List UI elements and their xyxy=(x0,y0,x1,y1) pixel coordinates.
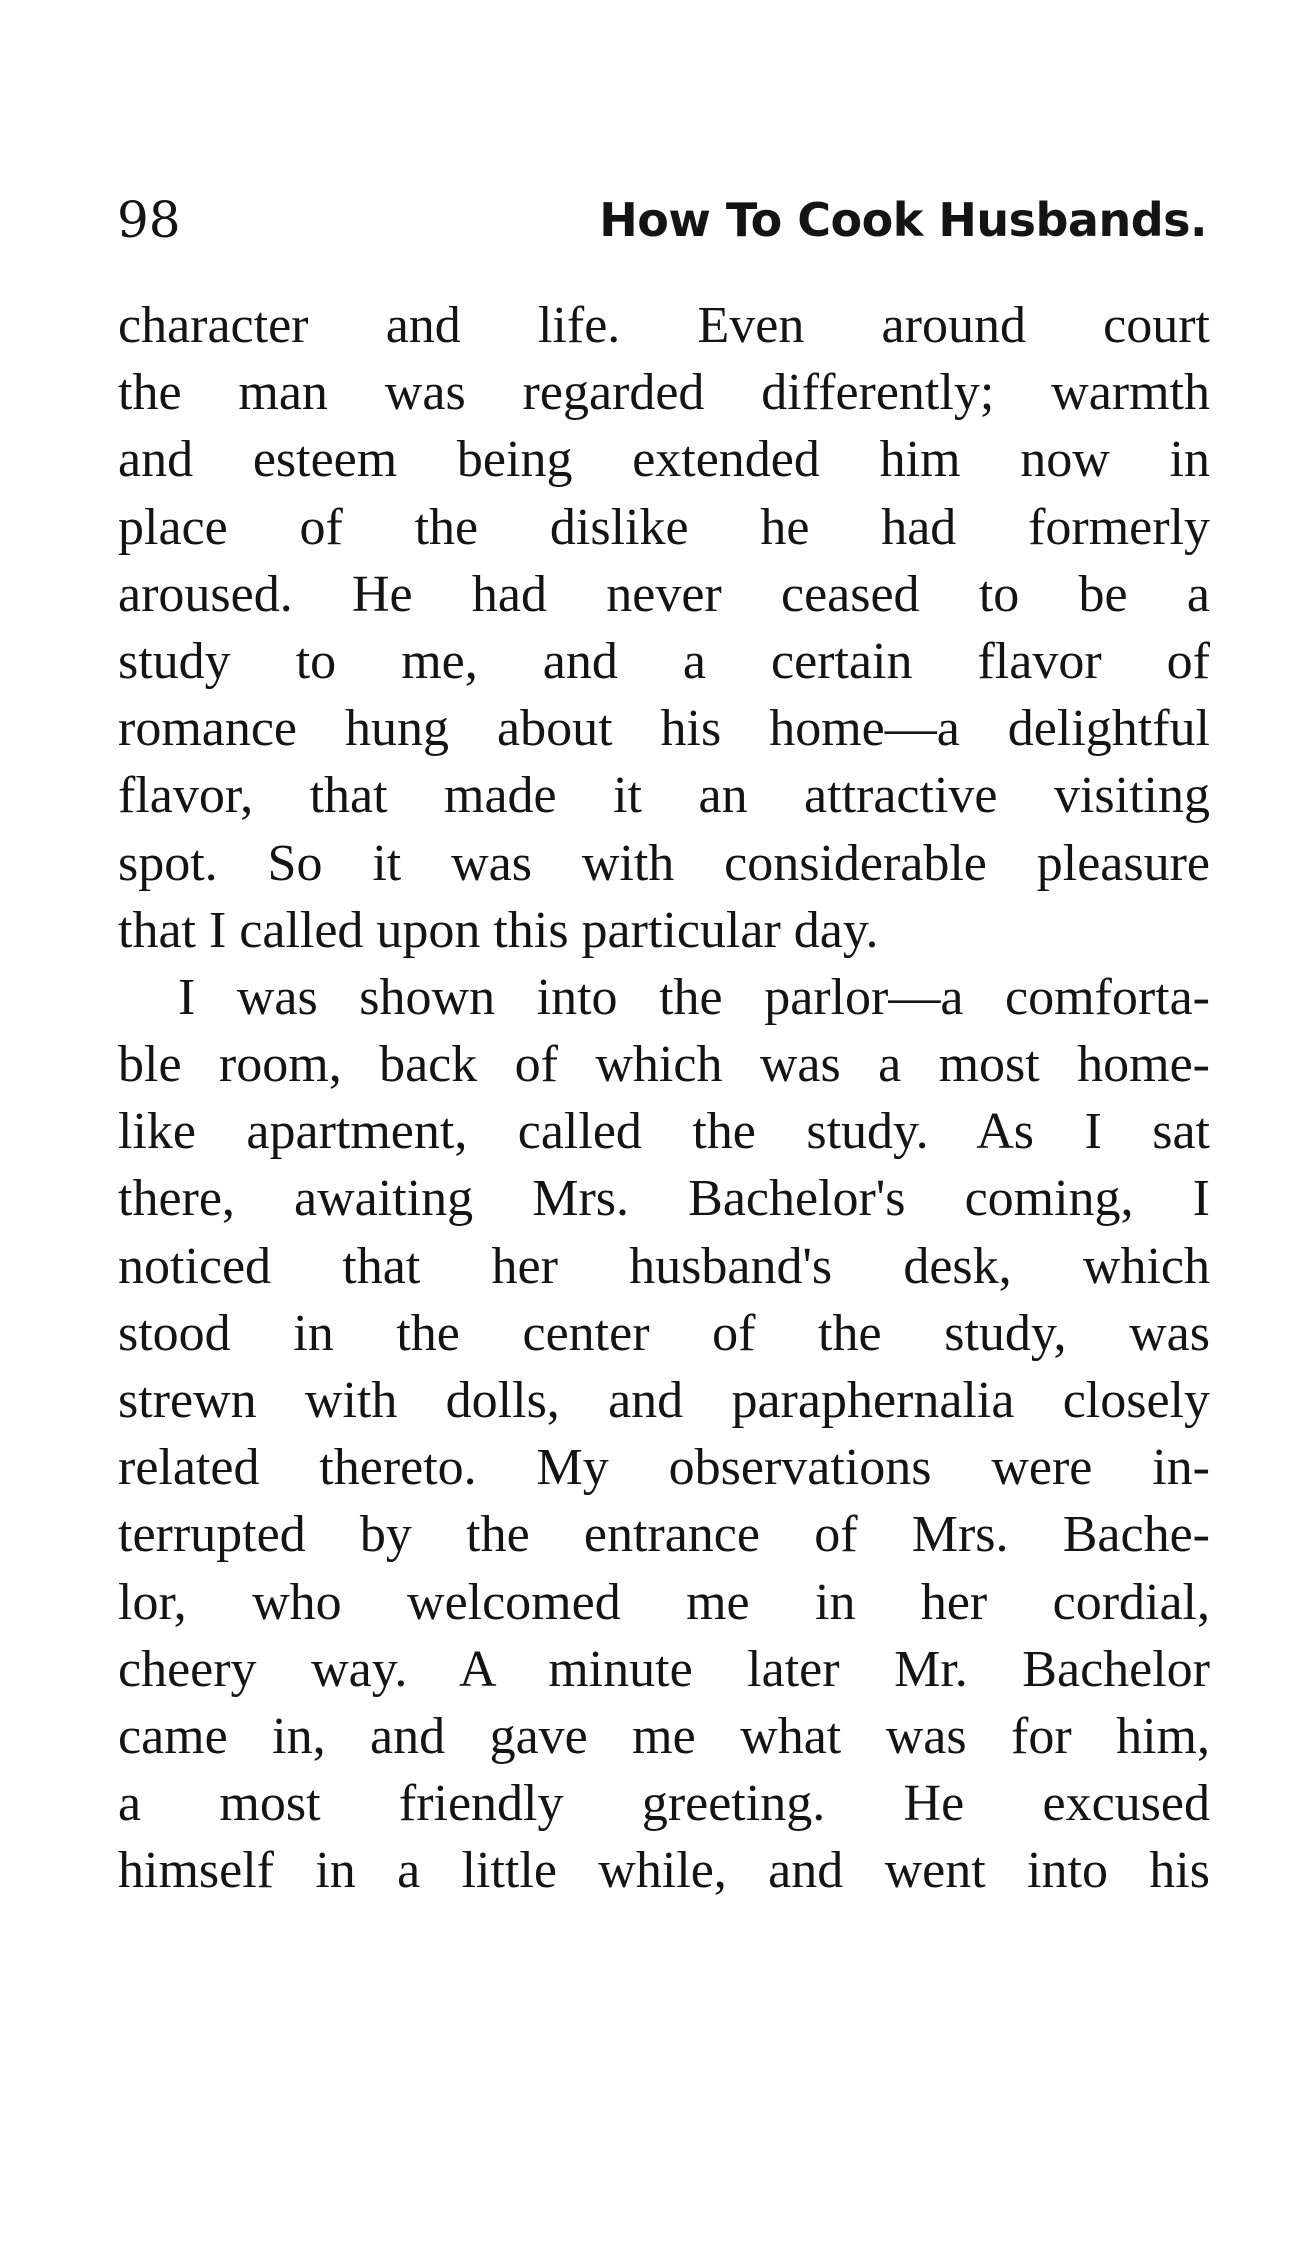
text-line: place of the dislike he had formerly xyxy=(118,498,1210,556)
text-line: like apartment, called the study. As I sat xyxy=(118,1103,1210,1161)
text-line: romance hung about his home—a delightful xyxy=(118,700,1210,758)
text-line: stood in the center of the study, was xyxy=(118,1304,1210,1362)
text-line: study to me, and a certain flavor of xyxy=(118,632,1210,690)
page-header xyxy=(117,185,1207,255)
text-line: noticed that her husband's desk, which xyxy=(118,1237,1210,1295)
text-line: there, awaiting Mrs. Bachelor's coming, I xyxy=(118,1170,1210,1228)
text-line: I was shown into the parlor—a comforta- xyxy=(178,968,1210,1026)
text-line: and esteem being extended him now in xyxy=(118,431,1210,489)
text-line: came in, and gave me what was for him, xyxy=(118,1707,1210,1765)
text-line: spot. So it was with considerable pleasure xyxy=(118,834,1210,892)
text-line: cheery way. A minute later Mr. Bachelor xyxy=(118,1640,1210,1698)
text-line: lor, who welcomed me in her cordial, xyxy=(118,1573,1210,1631)
text-line: strewn with dolls, and paraphernalia closely xyxy=(118,1372,1210,1429)
text-line: himself in a little while, and went into his xyxy=(118,1842,1210,1900)
text-line: ble room, back of which was a most home- xyxy=(118,1036,1210,1094)
text-line: the man was regarded differently; warmth xyxy=(118,364,1210,422)
body-text xyxy=(118,292,1210,1905)
page-number: 98 xyxy=(117,191,181,249)
text-line: terrupted by the entrance of Mrs. Bache- xyxy=(118,1506,1210,1564)
text-line: a most friendly greeting. He excused xyxy=(118,1775,1210,1833)
text-line: character and life. Even around court xyxy=(118,297,1210,354)
running-title: How To Cook Husbands. xyxy=(599,193,1207,247)
text-line: flavor, that made it an attractive visiting xyxy=(118,767,1210,825)
text-line: that I called upon this particular day. xyxy=(118,901,879,959)
text-line: aroused. He had never ceased to be a xyxy=(118,565,1210,623)
text-line: related thereto. My observations were in- xyxy=(118,1439,1210,1497)
